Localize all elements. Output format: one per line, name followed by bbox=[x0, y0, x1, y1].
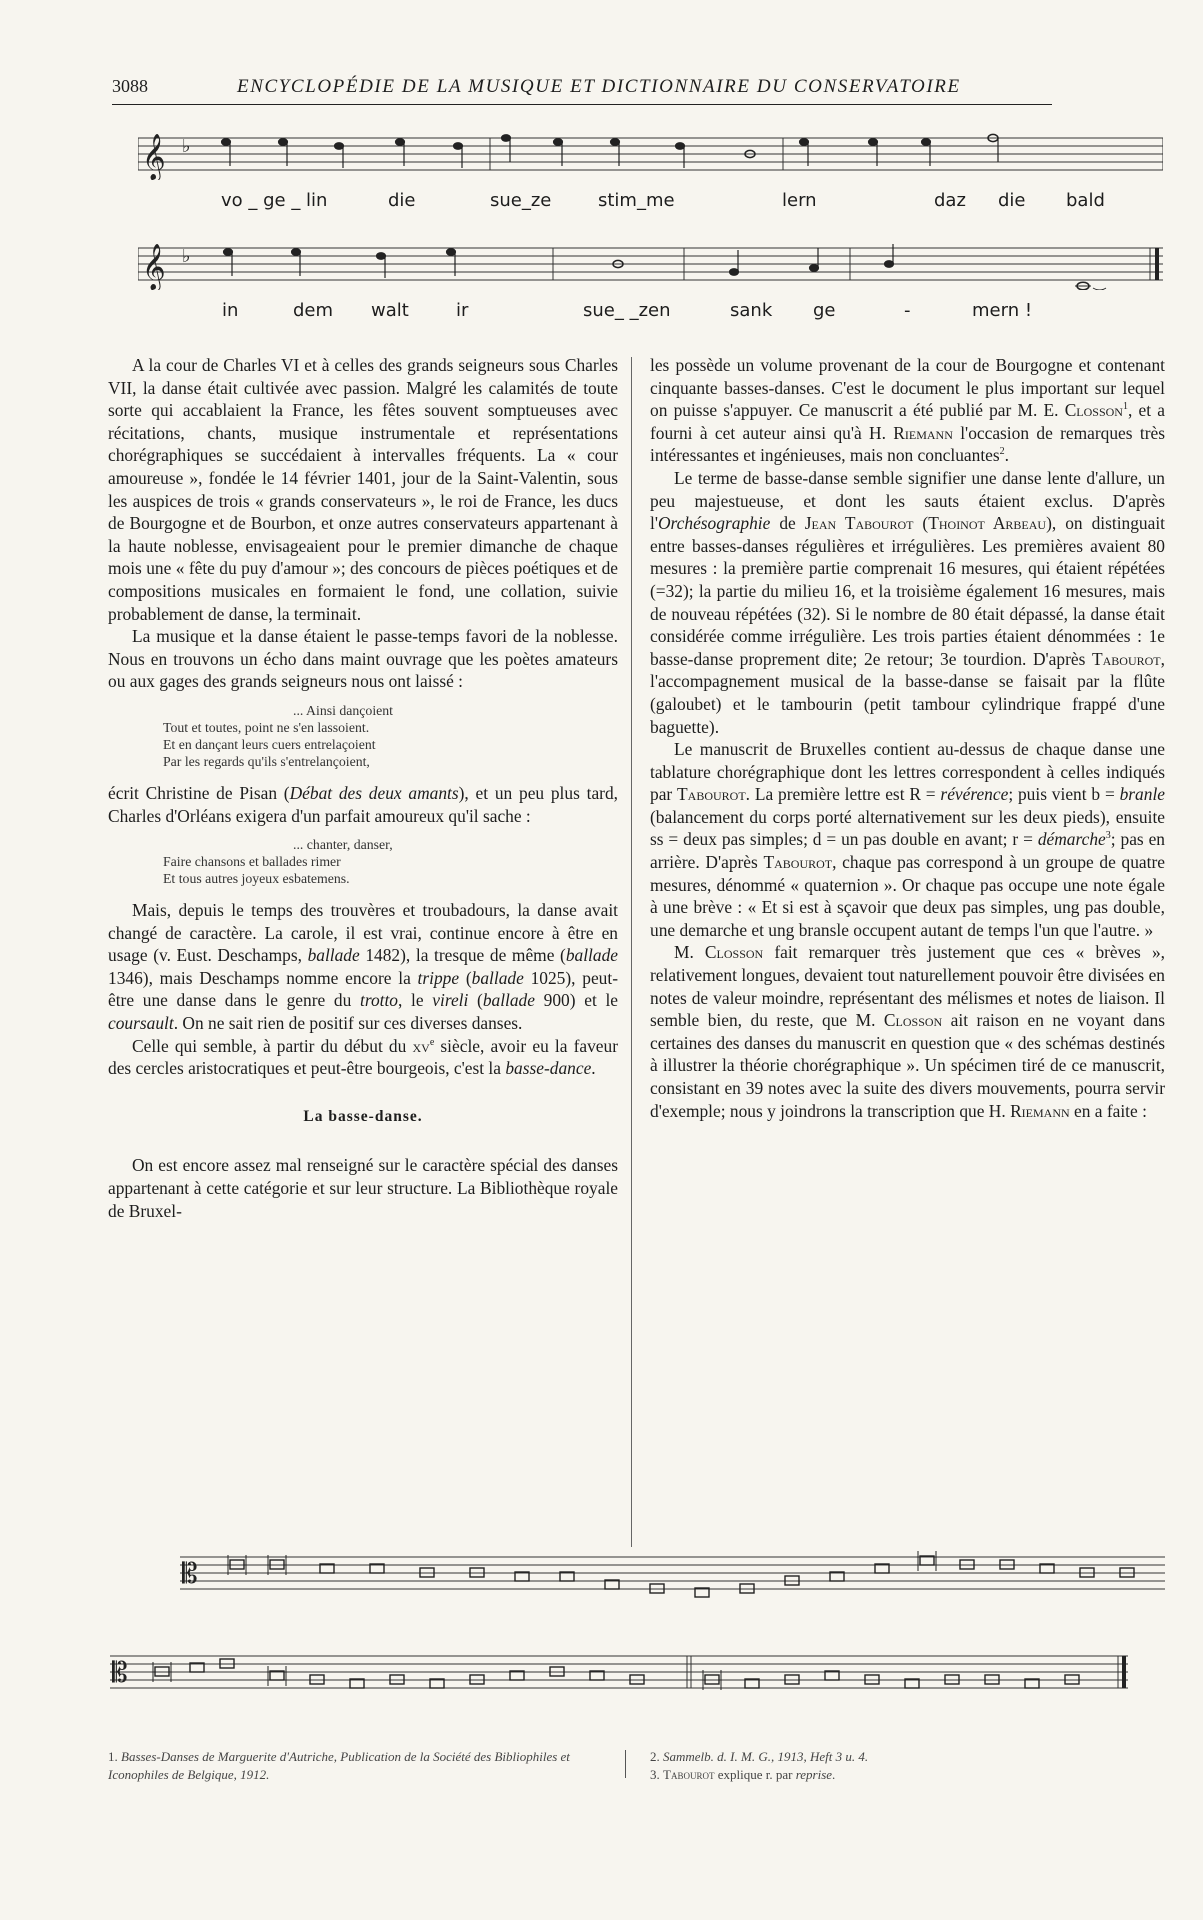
running-header bbox=[112, 74, 1052, 105]
notation-example-2 bbox=[110, 1640, 1128, 1715]
lyrics-line-2 bbox=[138, 300, 1168, 328]
verse-line: Faire chansons et ballades rimer bbox=[163, 854, 341, 870]
lyric-syllable: walt bbox=[371, 300, 409, 321]
paragraph: M. Closson fait remarquer très justement que ces « brèves », relativement longues, devaient tout naturellement pouvoir être divisées en notes de valeur moindre, représentant des mélismes et notes de liaison. Il semble bien, du reste, que M. Closson ait raison en ne voyant dans certaines des danses du manuscrit en question que « des schémas destinés à illustrer la théorie chorégraphique ». Un spécimen tiré de ce manuscrit, consistant en 39 notes avec la suite des divers mouvements, pourra servir d'exemple; nous y joindrons la transcription que H. Riemann en a faite : bbox=[650, 942, 1165, 1121]
svg-text:𝄡: 𝄡 bbox=[112, 1656, 128, 1689]
lyric-syllable: vo _ ge _ lin bbox=[221, 190, 328, 211]
music-staff-1 bbox=[138, 130, 1163, 180]
lyric-syllable: stim_me bbox=[598, 190, 675, 211]
right-column bbox=[650, 354, 1165, 1122]
verse-line: ... chanter, danser, bbox=[293, 837, 393, 853]
verse-line: Et tous autres joyeux esbatemens. bbox=[163, 871, 350, 887]
column-divider bbox=[631, 357, 632, 1547]
paragraph: les possède un volume provenant de la cour de Bourgogne et contenant cinquante basses-danses. C'est le document le plus important sur lequel on puisse s'appuyer. Ce manuscrit a été publié par M. E. Closson$^1$, et a fourni à cet auteur ainsi qu'à H. Riemann l'occasion de remarques très intéressantes et ingénieuses, mais non concluantes$^2$. bbox=[650, 355, 1165, 466]
lyric-syllable: bald bbox=[1066, 190, 1105, 211]
lyric-syllable: in bbox=[222, 300, 239, 321]
verse-line: Et en dançant leurs cuers entrelaçoient bbox=[163, 736, 376, 752]
paragraph: On est encore assez mal renseigné sur le caractère spécial des danses appartenant à cette catégorie et sur leur structure. La Bibliothèque royale de Bruxel- bbox=[108, 1155, 618, 1221]
lyric-syllable: die bbox=[998, 190, 1026, 211]
verse-quote-1 bbox=[163, 702, 618, 770]
lyric-syllable: dem bbox=[293, 300, 334, 321]
paragraph: Mais, depuis le temps des trouvères et troubadours, la danse avait changé de caractère. La carole, il est vrai, continue encore à être en usage (v. Eust. Deschamps, ballade 1482), la tresque de même (ballade 1346), mais Deschamps nomme encore la trippe (ballade 1025), peut-être une danse dans le genre du trotto, le vireli (ballade 900) et le coursault. On ne sait rien de positif sur ces diverses danses. bbox=[108, 900, 619, 1034]
footnote-2: 2. Sammelb. d. I. M. G., 1913, Heft 3 u. 4. bbox=[650, 1749, 869, 1764]
page-number: 3088 bbox=[112, 76, 148, 96]
verse-line: Tout et toutes, point ne s'en lassoient. bbox=[163, 719, 370, 735]
lyric-syllable: sue_ze bbox=[490, 190, 552, 211]
lyric-syllable: ge bbox=[813, 300, 836, 321]
svg-text:𝄡: 𝄡 bbox=[182, 1557, 198, 1590]
paragraph: Le manuscrit de Bruxelles contient au-dessus de chaque danse une tablature chorégraphique dont les lettres correspondent à celles indiqués par Tabourot. La première lettre est R = révérence; puis vient b = branle (balancement du corps porté alternativement sur les deux pieds), ensuite ss = deux pas simples; d = un pas double en avant; r = démarche$^3$; pas en arrière. D'après Tabourot, chaque pas correspond à un groupe de quatre mesures, dénommé « quaternion ». Or chaque pas occupe une note égale à une brève : « Et si est à sçavoir que deux pas simples, ung pas double, une demarche et ung bransle occupent autant de temps l'un que l'autre. » bbox=[650, 739, 1165, 940]
paragraph: écrit Christine de Pisan (Débat des deux amants), et un peu plus tard, Charles d'Orléans exigera d'un parfait amoureux qu'il sache : bbox=[108, 782, 619, 826]
footnote-3: 3. Tabourot explique r. par reprise. bbox=[650, 1767, 836, 1782]
lyric-syllable: sank bbox=[730, 300, 773, 321]
lyric-syllable: mern ! bbox=[972, 300, 1033, 321]
lyrics-line-1 bbox=[138, 190, 1168, 218]
svg-text:♭: ♭ bbox=[182, 246, 191, 267]
running-title: ENCYCLOPÉDIE DE LA MUSIQUE ET DICTIONNAIRE DU CONSERVATOIRE bbox=[237, 76, 961, 97]
lyric-syllable: sue_ _zen bbox=[583, 300, 671, 321]
verse-line: ... Ainsi dançoient bbox=[293, 702, 394, 718]
lyric-syllable: die bbox=[388, 190, 416, 211]
section-heading: La basse-danse. bbox=[303, 1107, 423, 1125]
footnote-right bbox=[650, 1748, 1120, 1784]
svg-text:𝄞: 𝄞 bbox=[142, 244, 166, 290]
lyric-syllable: daz bbox=[934, 190, 966, 211]
lyric-syllable: - bbox=[904, 300, 911, 321]
paragraph: Le terme de basse-danse semble signifier une danse lente d'allure, un peu majestueuse, et dont les sauts étaient exclus. D'après l'Orchésographie de Jean Tabourot (Thoinot Arbeau), on distinguait entre basses-danses régulières et irrégulières. Les premières avaient 80 mesures : la première partie comprenait 16 mesures, qui étaient répétées (=32); la partie du milieu 16, et la troisième également 16 mesures, mais de nouveau répétées (32). Si le nombre de 80 était dépassé, la danse était considérée comme irrégulière. Les trois parties étaient dénommées : 1e basse-danse proprement dite; 2e retour; 3e tourdion. D'après Tabourot, l'accompagnement musical de la basse-danse se faisait par la flûte (galoubet) et le tambourin (petit tambour cylindrique frappé d'une baguette). bbox=[650, 467, 1165, 737]
footnote-divider bbox=[625, 1750, 626, 1778]
notation-example-1 bbox=[180, 1545, 1165, 1610]
verse-quote-2 bbox=[163, 836, 618, 887]
paragraph: Celle qui semble, à partir du début du $xv^e$ siècle, avoir eu la faveur des cercles aristocratiques et peut-être bourgeois, c'est la basse-dance. bbox=[108, 1035, 619, 1079]
lyric-syllable: ir bbox=[456, 300, 469, 321]
paragraph: La musique et la danse étaient le passe-temps favori de la noblesse. Nous en trouvons un écho dans maint ouvrage que les poètes amateurs ou aux gages des grands seigneurs nous ont laissé : bbox=[108, 626, 618, 692]
svg-text:𝄞: 𝄞 bbox=[142, 134, 166, 180]
paragraph: A la cour de Charles VI et à celles des grands seigneurs sous Charles VII, la danse était cultivée avec passion. Malgré les calamités de toute sorte qui accablaient la France, les fêtes souvent somptueuses avec récitations, chants, musique instrumentale et représentations chorégraphiques se succédaient à intervalles fréquents. La « cour amoureuse », fondée le 14 février 1401, jour de la Saint-Valentin, sous les auspices de trois « grands conservateurs », le roi de France, les ducs de Bourgogne et de Bourbon, et onze autres conservateurs appartenant à la haute noblesse, envisageaient pour le premier dimanche de chaque mois une « fête du puy d'amour »; des concours de pièces poétiques et de compositions musicales en formaient le fond, une collation, suivie probablement de danse, la terminait. bbox=[108, 355, 618, 624]
music-staff-2 bbox=[138, 240, 1163, 290]
lyric-syllable: lern bbox=[782, 190, 817, 211]
left-column bbox=[108, 354, 618, 1222]
svg-text:♭: ♭ bbox=[182, 136, 191, 157]
verse-line: Par les regards qu'ils s'entrelançoient, bbox=[163, 753, 370, 769]
footnote-left: 1. Basses-Danses de Marguerite d'Autriche, Publication de la Société des Bibliophiles et Iconophiles de Belgique, 1912. bbox=[108, 1749, 570, 1782]
